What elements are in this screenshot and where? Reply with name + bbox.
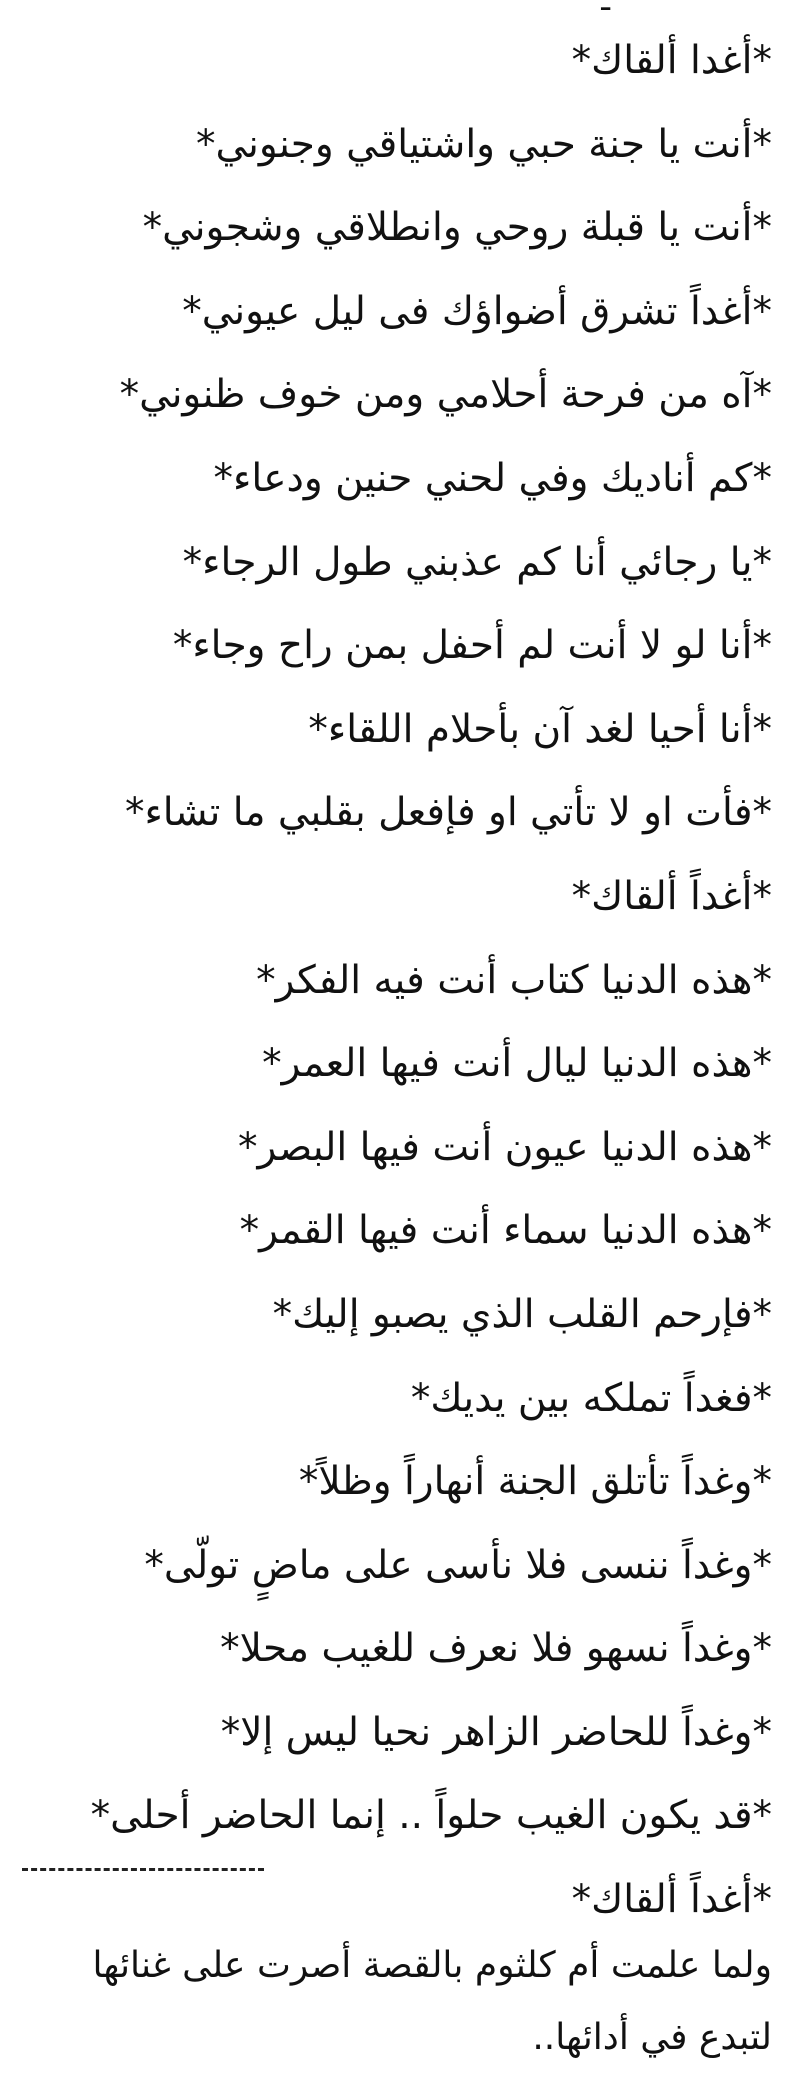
dashed-divider [22, 1868, 264, 1871]
verse-line: *هذه الدنيا عيون أنت فيها البصر* [237, 1124, 772, 1170]
verse-line: *قد يكون الغيب حلواً .. إنما الحاضر أحلى* [90, 1793, 772, 1839]
verse-line: *أنت يا قبلة روحي وانطلاقي وشجوني* [142, 205, 772, 251]
verse-line: *أنا لو لا أنت لم أحفل بمن راح وجاء* [172, 623, 772, 669]
verse-line: *أغداً ألقاك* [571, 1877, 772, 1923]
verse-line: *أغداً تشرق أضواؤك فى ليل عيوني* [182, 288, 772, 334]
verse-line: *أغداً ألقاك* [571, 873, 772, 919]
verse-line: *فإرحم القلب الذي يصبو إليك* [272, 1291, 772, 1337]
verse-line: *وغداً نسهو فلا نعرف للغيب محلا* [220, 1626, 772, 1672]
verse-line: *كم أناديك وفي لحني حنين ودعاء* [213, 455, 772, 501]
verse-line: *أغدا ألقاك* [571, 38, 772, 83]
verse-line: *هذه الدنيا سماء أنت فيها القمر* [239, 1208, 772, 1254]
verse-line: *وغداً ننسى فلا نأسى على ماضٍ تولّى* [144, 1542, 772, 1588]
verse-line: *أنا أحيا لغد آن بأحلام اللقاء* [308, 706, 772, 752]
footnote-line-1: ولما علمت أم كلثوم بالقصة أصرت على غنائها [92, 1945, 772, 1986]
verse-line: *أنت يا جنة حبي واشتياقي وجنوني* [195, 121, 772, 167]
footnote-paragraph [12, 1930, 772, 2074]
verse-line: *هذه الدنيا ليال أنت فيها العمر* [262, 1041, 772, 1087]
verse-line: *فغداً تملكه بين يديك* [410, 1375, 772, 1421]
verse-line: *وغداً تأتلق الجنة أنهاراً وظلاً* [298, 1459, 772, 1505]
verse-line: *آه من فرحة أحلامي ومن خوف ظنوني* [119, 372, 772, 418]
verse-line: *فأت او لا تأتي او فإفعل بقلبي ما تشاء* [124, 790, 772, 836]
verse-line: *وغداً للحاضر الزاهر نحيا ليس إلا* [220, 1709, 772, 1755]
verse-line: *هذه الدنيا كتاب أنت فيه الفكر* [256, 957, 772, 1003]
verse-line: *يا رجائي أنا كم عذبني طول الرجاء* [182, 539, 772, 585]
cropped-text-fragment: ـ [601, 0, 610, 18]
poem-verses [12, 26, 772, 1949]
footnote-line-2: لتبدع في أدائها.. [532, 2017, 772, 2058]
